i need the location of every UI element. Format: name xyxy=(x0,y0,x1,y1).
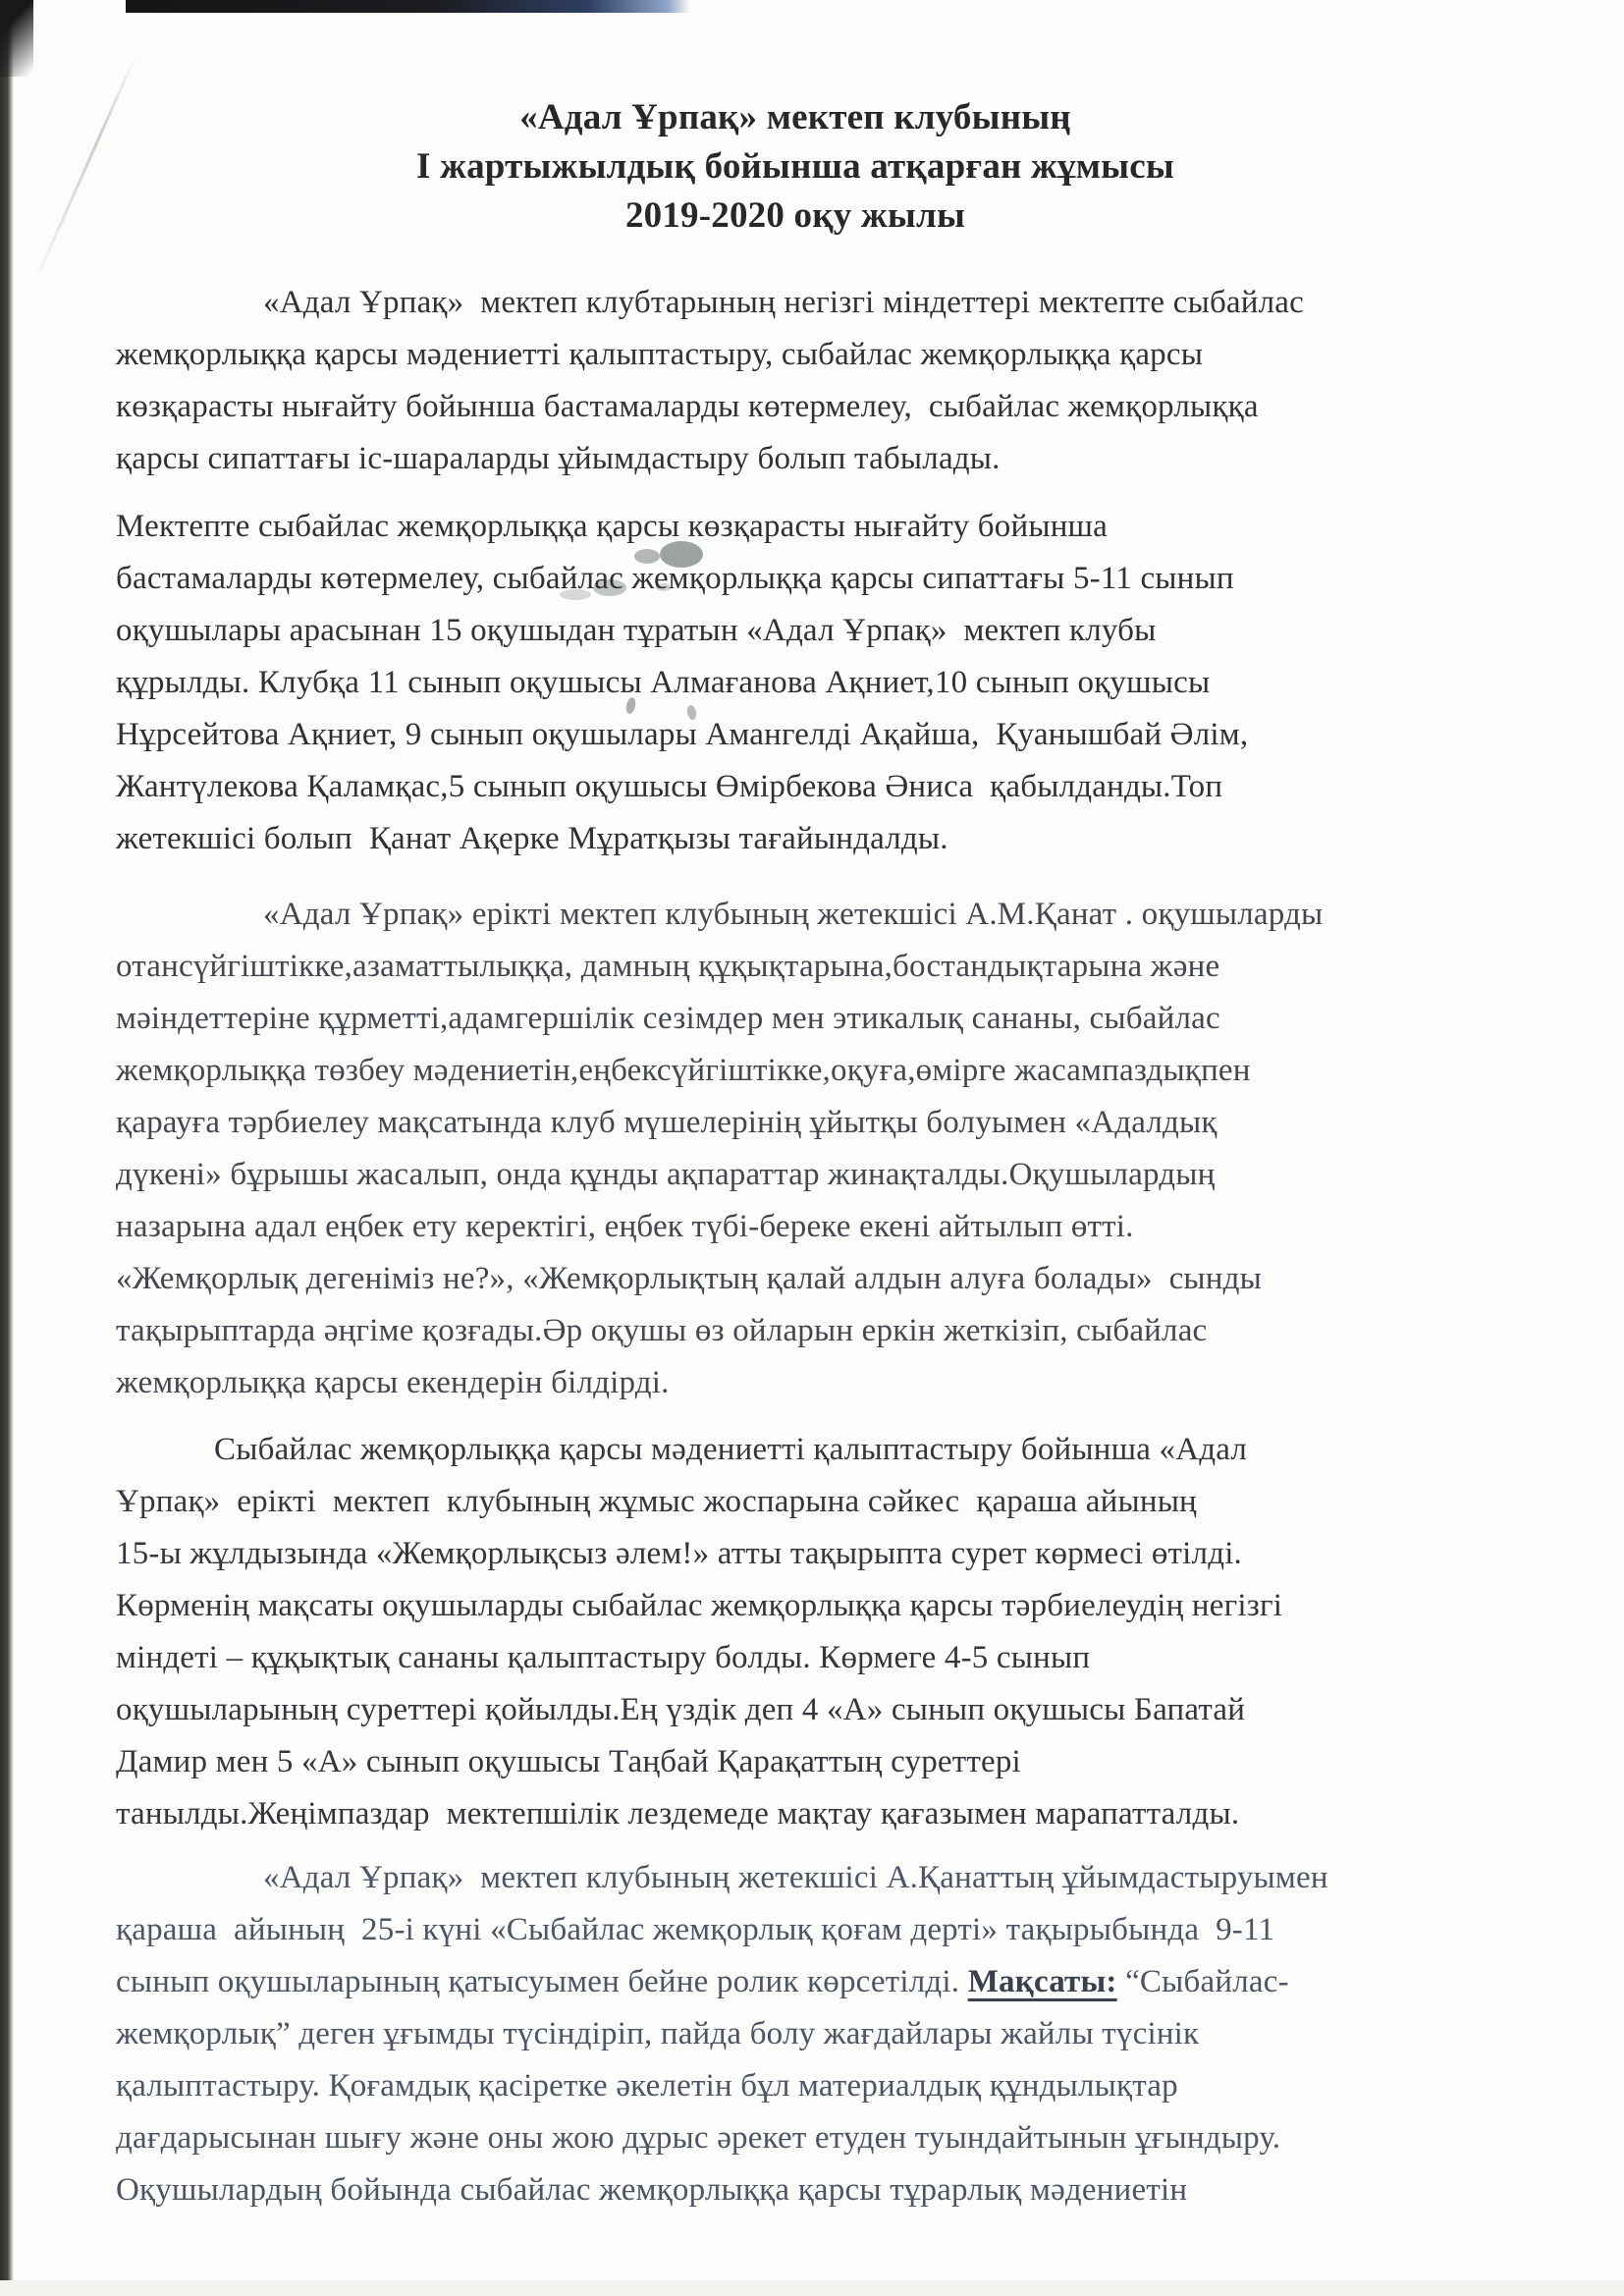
title-line-3: 2019-2020 оқу жылы xyxy=(624,195,966,236)
title-line-2: І жартыжылдық бойынша атқарған жұмысы xyxy=(416,146,1174,187)
text-line: 15-ы жұлдызында «Жемқорлықсыз әлем!» атты тақырыпта сурет көрмесі өтілді. xyxy=(116,1536,1243,1571)
text-line: бастамаларды көтермелеу, сыбайлас жемқорлыққа қарсы сипаттағы 5-11 сынып xyxy=(116,561,1234,596)
scan-edge-top xyxy=(126,0,690,13)
text-line: Дамир мен 5 «А» сынып оқушысы Таңбай Қарақаттың суреттері xyxy=(116,1744,1021,1779)
text-line: жемқорлыққа төзбеу мәдениетін,еңбексүйгіштікке,оқуға,өмірге жасампаздықпен xyxy=(116,1053,1251,1088)
text-line: Нұрсейтова Ақниет, 9 сынып оқушылары Амангелді Ақайша, Қуанышбай Әлім, xyxy=(116,717,1249,752)
text-line: Көрменің мақсаты оқушыларды сыбайлас жемқорлыққа қарсы тәрбиелеудің негізгі xyxy=(116,1588,1283,1623)
paragraph-3 xyxy=(116,889,1598,1409)
text-line: қарауға тәрбиелеу мақсатында клуб мүшелерінің ұйытқы болуымен «Адалдық xyxy=(116,1105,1218,1140)
text-line: қараша айының 25-і күні «Сыбайлас жемқорлық қоғам дерті» тақырыбында 9-11 xyxy=(116,1912,1275,1947)
text-segment: “Сыбайлас- xyxy=(1116,1964,1289,1999)
text-line: қалыптастыру. Қоғамдық қасіретке әкелетін бұл материалдық құндылықтар xyxy=(116,2068,1178,2104)
text-line: отансүйгіштікке,азаматтылыққа, дамның құқықтарына,бостандықтарына және xyxy=(116,949,1220,984)
text-line: оқушылары арасынан 15 оқушыдан тұратын «Адал Ұрпақ» мектеп клубы xyxy=(116,613,1157,648)
text-line: Ұрпақ» ерікті мектеп клубының жұмыс жоспарына сәйкес қараша айының xyxy=(116,1484,1197,1519)
text-line: Мектепте сыбайлас жемқорлыққа қарсы көзқарасты нығайту бойынша xyxy=(116,509,1109,544)
text-line: жетекшісі болып Қанат Ақерке Мұратқызы тағайындалды. xyxy=(116,821,948,856)
text-line: дағдарысынан шығу және оны жою дұрыс әрекет етуден туындайтынын ұғындыру. xyxy=(116,2120,1281,2156)
paragraph-1 xyxy=(116,277,1598,485)
text-line: дүкені» бұрышы жасалып, онда құнды ақпараттар жинақталды.Оқушылардың xyxy=(116,1157,1216,1192)
text-line: жемқорлыққа қарсы екендерін білдірді. xyxy=(116,1365,670,1400)
paragraph-5 xyxy=(116,1852,1598,2216)
text-segment: сынып оқушыларының қатысуымен бейне ролик көрсетілді. xyxy=(116,1964,968,1999)
text-line: «Адал Ұрпақ» ерікті мектеп клубының жетекшісі А.М.Қанат . оқушыларды xyxy=(263,897,1324,932)
text-line: назарына адал еңбек ету керектігі, еңбек түбі-береке екені айтылып өтті. xyxy=(116,1209,1134,1244)
text-line: «Адал Ұрпақ» мектеп клубтарының негізгі міндеттері мектепте сыбайлас xyxy=(263,285,1305,320)
text-line: тақырыптарда әңгіме қозғады.Әр оқушы өз ойларын еркін жеткізіп, сыбайлас xyxy=(116,1313,1208,1348)
scan-edge-top-left xyxy=(0,0,33,77)
document-body xyxy=(116,277,1598,2216)
text-line: танылды.Жеңімпаздар мектепшілік лездемеде мақтау қағазымен марапатталды. xyxy=(116,1796,1240,1831)
text-line: міндеті – құқықтық сананы қалыптастыру болды. Көрмеге 4-5 сынып xyxy=(116,1640,1091,1675)
text-line-with-goal-label xyxy=(116,1956,1598,2008)
text-line: құрылды. Клубқа 11 сынып оқушысы Алмағанова Ақниет,10 сынып оқушысы xyxy=(116,665,1211,700)
paragraph-2 xyxy=(116,501,1598,865)
title-line-1: «Адал Ұрпақ» мектеп клубының xyxy=(519,97,1071,137)
text-line: көзқарасты нығайту бойынша бастамаларды көтермелеу, сыбайлас жемқорлыққа xyxy=(116,389,1259,424)
document-title xyxy=(108,93,1483,241)
text-line: «Адал Ұрпақ» мектеп клубының жетекшісі А.Қанаттың ұйымдастыруымен xyxy=(263,1860,1328,1895)
text-line: мәіндеттеріне құрметті,адамгершілік сезімдер мен этикалық сананы, сыбайлас xyxy=(116,1001,1220,1036)
scan-edge-bottom xyxy=(0,2280,1624,2296)
text-line: Оқушылардың бойында сыбайлас жемқорлыққа қарсы тұрарлық мәдениетін xyxy=(116,2172,1188,2208)
scan-edge-left xyxy=(0,0,14,2296)
text-line: Сыбайлас жемқорлыққа қарсы мәдениетті қалыптастыру бойынша «Адал xyxy=(214,1432,1248,1467)
text-line: жемқорлық” деген ұғымды түсіндіріп, пайда болу жағдайлары жайлы түсінік xyxy=(116,2016,1200,2051)
text-line: қарсы сипаттағы іс-шараларды ұйымдастыру болып табылады. xyxy=(116,441,1001,476)
text-line: «Жемқорлық дегеніміз не?», «Жемқорлықтың қалай алдын алуға болады» сынды xyxy=(116,1261,1263,1296)
text-line: оқушыларының суреттері қойылды.Ең үздік деп 4 «А» сынып оқушысы Бапатай xyxy=(116,1692,1246,1727)
goal-label: Мақсаты: xyxy=(967,1964,1117,1999)
paragraph-4 xyxy=(116,1424,1598,1840)
text-line: Жантүлекова Қаламқас,5 сынып оқушысы Өмірбекова Әниса қабылданды.Топ xyxy=(116,769,1223,804)
text-line: жемқорлыққа қарсы мәдениетті қалыптастыру, сыбайлас жемқорлыққа қарсы xyxy=(116,337,1204,372)
